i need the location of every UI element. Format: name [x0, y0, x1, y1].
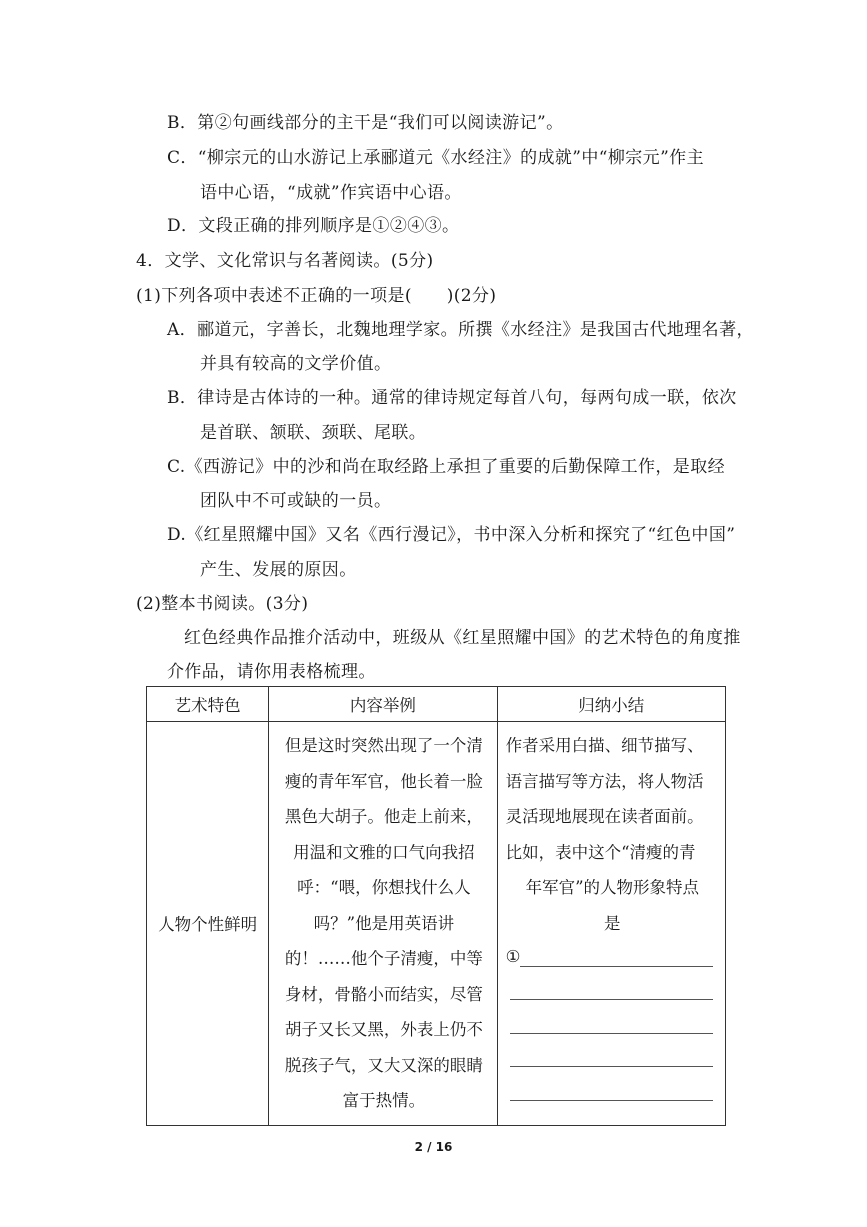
table-row [147, 722, 726, 1126]
art-feature-table [146, 686, 726, 1126]
answer-blank-5[interactable] [506, 1075, 719, 1109]
q4-option-d-line2: 产生、发展的原因。 [200, 560, 357, 580]
answer-line [510, 999, 713, 1000]
example-line: 富于热情。 [342, 1091, 426, 1110]
summary-line: 比如，表中这个“清瘦的青 [505, 842, 696, 862]
page-number: 2 / 16 [414, 1140, 453, 1154]
example-line: 呼：“喂，你想找什么人 [297, 878, 471, 897]
question-4-title: 4．文学、文化常识与名著阅读。(5分) [136, 251, 434, 271]
example-line: 脱孩子气，又大又深的眼睛 [284, 1055, 483, 1075]
q4-option-a-line1: A．郦道元，字善长，北魏地理学家。所撰《水经注》是我国古代地理名著， [167, 320, 754, 340]
intro-line1: 红色经典作品推介活动中，班级从《红星照耀中国》的艺术特色的角度推 [184, 628, 741, 648]
q4-option-c-line1: C.《西游记》中的沙和尚在取经路上承担了重要的后勤保障工作，是取经 [167, 457, 726, 477]
summary-line: 灵活现地展现在读者面前。 [505, 807, 704, 826]
header-art-feature: 艺术特色 [147, 687, 269, 722]
example-line: 用温和文雅的口气向我招 [293, 842, 475, 862]
blank-marker: ① [505, 947, 521, 966]
summary-line: 作者采用白描、细节描写、 [505, 736, 704, 755]
example-line: 吗？”他是用英语讲 [313, 913, 455, 933]
intro-line2: 介作品，请你用表格梳理。 [167, 662, 376, 682]
option-c-prev-line1: C．“柳宗元的山水游记上承郦道元《水经注》的成就”中“柳宗元”作主 [167, 148, 704, 168]
q4-option-b-line2: 是首联、颔联、颈联、尾联。 [200, 423, 427, 443]
answer-blank-1[interactable] [506, 941, 719, 975]
example-line: 的！……他个子清瘦，中等 [284, 949, 483, 968]
example-line: 但是这时突然出现了一个清 [284, 736, 483, 755]
example-line: 瘦的青年军官，他长着一脸 [284, 771, 483, 791]
sub-question-2: (2)整本书阅读。(3分) [136, 594, 309, 614]
answer-blank-3[interactable] [506, 1008, 719, 1042]
option-b-prev: B．第②句画线部分的主干是“我们可以阅读游记”。 [167, 113, 564, 133]
table-header-row [147, 687, 726, 722]
option-d-prev: D．文段正确的排列顺序是①②④③。 [167, 216, 460, 236]
summary-line: 是 [604, 913, 621, 933]
summary-line: 年军官”的人物形象特点 [525, 878, 700, 897]
example-line: 胡子又长又黑，外表上仍不 [284, 1020, 483, 1039]
answer-line [520, 966, 713, 967]
q4-option-d-line1: D.《红星照耀中国》又名《西行漫记》，书中深入分析和探究了“红色中国” [167, 525, 736, 545]
summary-cell [497, 722, 725, 1126]
q4-option-c-line2: 团队中不可或缺的一员。 [200, 491, 392, 511]
answer-blank-4[interactable] [506, 1042, 719, 1076]
trait-cell: 人物个性鲜明 [147, 722, 269, 1126]
example-line: 身材，骨骼小而结实，尽管 [284, 984, 483, 1004]
answer-line [510, 1033, 713, 1034]
example-line: 黑色大胡子。他走上前来， [284, 807, 483, 826]
header-summary: 归纳小结 [497, 687, 725, 722]
option-c-prev-line2: 语中心语，“成就”作宾语中心语。 [200, 183, 462, 203]
answer-line [510, 1066, 713, 1067]
q4-option-b-line1: B．律诗是古体诗的一种。通常的律诗规定每首八句，每两句成一联，依次 [167, 388, 737, 408]
answer-line [510, 1100, 713, 1101]
summary-line: 语言描写等方法，将人物活 [505, 771, 704, 791]
header-content-example: 内容举例 [269, 687, 497, 722]
answer-blank-2[interactable] [506, 975, 719, 1009]
q4-option-a-line2: 并具有较高的文学价值。 [200, 354, 392, 374]
example-cell [269, 722, 497, 1126]
sub-question-1: (1)下列各项中表述不正确的一项是( )(2分) [136, 286, 497, 306]
